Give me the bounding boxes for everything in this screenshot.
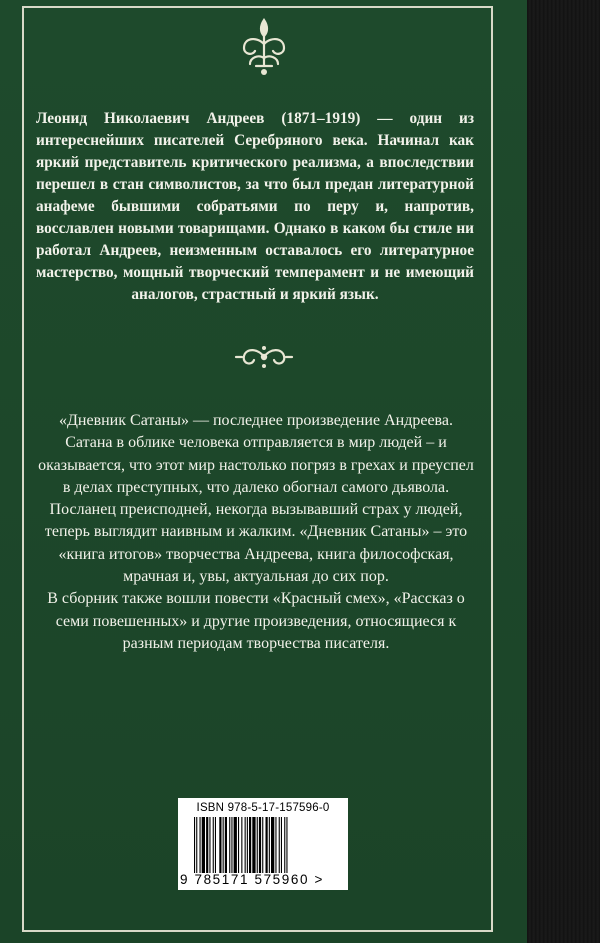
scroll-ornament-icon — [0, 344, 527, 374]
description-paragraph: В сборник также вошли повести «Красный смех», «Рассказ о семи повешенных» и другие произведения, относящиеся к разным периодам творчества писателя. — [47, 590, 465, 652]
book-description — [36, 410, 476, 655]
barcode-bars — [194, 817, 332, 873]
isbn-text: ISBN 978-5-17-157596-0 — [196, 802, 330, 814]
barcode-digits: 9 785171 575960 > — [180, 872, 324, 887]
barcode-label — [178, 798, 348, 890]
description-paragraph: «Дневник Сатаны» — последнее произведение Андреева. Сатана в облике человека отправляется в мир людей – и оказывается, что этот мир настолько погряз в грехах и преуспел в делах преступных, что далеко обогнал самого дьявола. Посланец преисподней, некогда вызывавший страх у людей, теперь выглядит наивным и жалким. «Дневник Сатаны» – это «книга итогов» творчества Андреева, книга философская, мрачная и, увы, актуальная до сих пор. — [38, 412, 474, 586]
fleur-ornament-icon — [0, 14, 527, 82]
author-bio: Леонид Николаевич Андреев (1871–1919) — один из интереснейших писателей Серебряного века. Начинал как яркий представитель критического реализма, а впоследствии перешел в стан символистов, за что был предан литературной анафеме бывшими собратьями по перу и, напротив, восславлен новыми товарищами. Однако в каком бы стиле ни работал Андреев, неизменным оставалось его литературное мастерство, мощный творческий темперамент и не имеющий аналогов, страстный и яркий язык. — [36, 110, 474, 303]
